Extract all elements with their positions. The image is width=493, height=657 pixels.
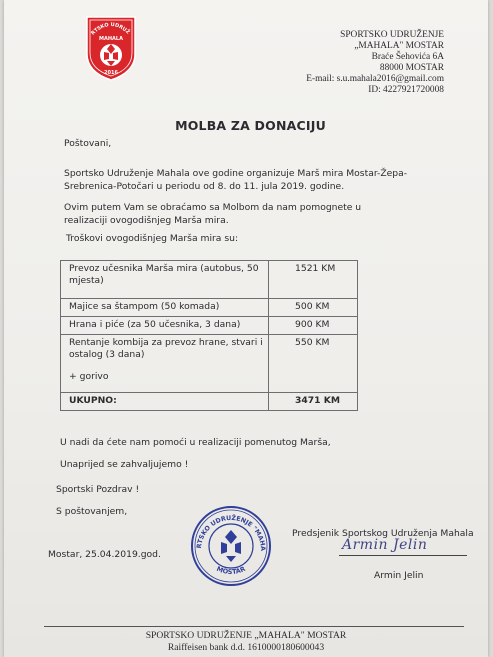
paragraph-request: Ovim putem Vam se obraćamo sa Molbom da nam pomognete u realizaciji ovogodišnjeg Marša mira. (64, 202, 362, 226)
closing-respect: S poštovanjem, (56, 506, 128, 517)
closing-hope: U nadi da ćete nam pomoći u realizaciji pomenutog Marša, (60, 437, 331, 448)
svg-text:SPORTSKO UDRUŽENJE "MAHALA" (189, 504, 266, 551)
logo-year: 2016 (104, 70, 118, 76)
cost-amount: 550 KM (269, 335, 358, 393)
cost-item-extra: + gorivo (69, 371, 109, 382)
closing-thanks: Unaprijed se zahvaljujemo ! (60, 459, 189, 470)
cost-item: Majice sa štampom (50 komada) (61, 299, 269, 317)
cost-amount: 1521 KM (269, 261, 358, 299)
table-row (61, 299, 358, 317)
paragraph-intro: Sportsko Udruženje Mahala ove godine organizuje Marš mira Mostar-Žepa-Srebrenica-Potočari u periodu od 8. do 11. jula 2019. godine. (64, 168, 408, 192)
greeting: Poštovani, (64, 138, 112, 149)
footer-bank: Raiffeisen bank d.d. 1610000180600043 (167, 642, 325, 653)
cost-amount: 500 KM (269, 299, 358, 317)
letter-page (4, 0, 488, 657)
cost-item: Hrana i piće (za 50 učesnika, 3 dana) (61, 317, 269, 335)
svg-text:MOSTAR (215, 565, 246, 576)
table-row (61, 261, 358, 299)
closing-regards: Sportski Pozdrav ! (56, 484, 140, 495)
club-logo (84, 14, 138, 82)
signer-name: Armin Jelin (374, 570, 424, 581)
stamp-city: MOSTAR (215, 564, 247, 577)
costs-table (60, 260, 358, 411)
header-street: Braće Šehovića 6A (371, 52, 444, 62)
logo-arc-text: RTSKO UDRUŽ (90, 21, 131, 37)
signature-line (339, 555, 467, 556)
cost-item: Rentanje kombija za prevoz hrane, stvari i ostalog (3 dana) (69, 337, 263, 360)
letter-title: MOLBA ZA DONACIJU (175, 118, 326, 133)
header-email: E-mail: s.u.mahala2016@gmail.com (306, 74, 444, 84)
handwritten-signature: Armin Jelin (342, 537, 428, 553)
footer-org: SPORTSKO UDRUŽENJE „MAHALA" MOSTAR (145, 630, 347, 641)
header-org-name: „MAHALA" MOSTAR (354, 41, 444, 51)
footer-divider (44, 626, 464, 627)
signer-role: Predsjenik Sportskog Udruženja Mahala (292, 528, 474, 539)
table-row (61, 317, 358, 335)
total-amount: 3471 KM (269, 393, 358, 411)
letter-date: Mostar, 25.04.2019.god. (48, 549, 161, 560)
table-row-total (61, 393, 358, 411)
official-stamp (189, 504, 273, 588)
header-org: SPORTSKO UDRUŽENJE (340, 30, 444, 40)
header-city: 88000 MOSTAR (379, 63, 444, 73)
header-id: ID: 4227921720008 (368, 85, 444, 95)
costs-intro: Troškovi ovogodišnjeg Marša mira su: (66, 233, 239, 244)
logo-name: MAHALA (99, 36, 123, 42)
cost-amount: 900 KM (269, 317, 358, 335)
total-label: UKUPNO: (61, 393, 269, 411)
table-row (61, 335, 358, 393)
cost-item-multiline (61, 335, 269, 393)
stamp-arc-text: RTSKO UDRUŽENJE "MAHA (195, 514, 267, 552)
cost-item: Prevoz učesnika Marša mira (autobus, 50 mjesta) (61, 261, 269, 299)
